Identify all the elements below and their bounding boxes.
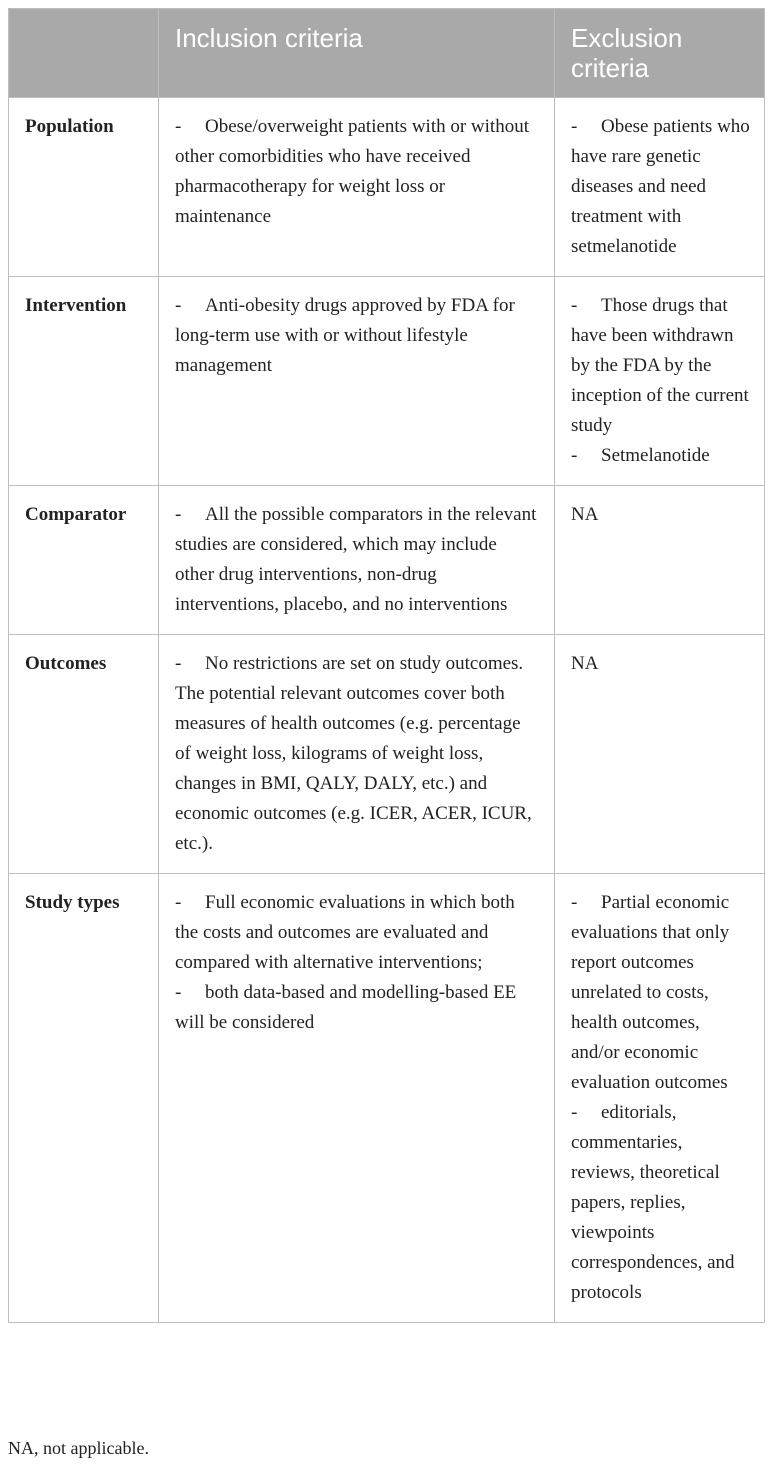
criteria-item	[175, 649, 540, 859]
inclusion-cell	[159, 277, 555, 486]
criteria-item	[175, 888, 540, 978]
criteria-table	[8, 8, 765, 1323]
bullet-dash: -	[571, 116, 578, 137]
criteria-item	[571, 291, 750, 441]
exclusion-cell	[555, 874, 765, 1323]
criteria-item	[175, 978, 540, 1038]
exclusion-cell	[555, 277, 765, 486]
exclusion-cell: NA	[555, 486, 765, 635]
exclusion-cell: NA	[555, 635, 765, 874]
header-empty	[9, 9, 159, 98]
bullet-dash: -	[571, 295, 578, 316]
criteria-text: Setmelanotide	[601, 445, 710, 466]
bullet-dash: -	[175, 982, 182, 1003]
bullet-dash: -	[175, 653, 182, 674]
bullet-dash: -	[175, 504, 182, 525]
criteria-text: Those drugs that have been withdrawn by the FDA by the inception of the current study	[571, 295, 749, 436]
row-label: Study types	[9, 874, 159, 1323]
bullet-dash: -	[571, 892, 578, 913]
criteria-item	[175, 500, 540, 620]
criteria-item	[571, 888, 750, 1098]
criteria-item	[175, 112, 540, 232]
table-row	[9, 635, 765, 874]
table-footnote: NA, not applicable.	[8, 1438, 149, 1458]
row-label: Intervention	[9, 277, 159, 486]
criteria-text: Partial economic evaluations that only report outcomes unrelated to costs, health outcomes, and/or economic evaluation outcomes	[571, 892, 730, 1093]
criteria-text: All the possible comparators in the relevant studies are considered, which may include other drug interventions, non-drug interventions, placebo, and no interventions	[175, 504, 537, 615]
table-row	[9, 486, 765, 635]
table-row	[9, 98, 765, 277]
criteria-text: Obese patients who have rare genetic diseases and need treatment with setmelanotide	[571, 116, 750, 257]
bullet-dash: -	[571, 445, 578, 466]
inclusion-cell	[159, 635, 555, 874]
header-inclusion-criteria: Inclusion criteria	[159, 9, 555, 98]
criteria-text: Obese/overweight patients with or without other comorbidities who have received pharmacotherapy for weight loss or maintenance	[175, 116, 529, 227]
criteria-item	[571, 112, 750, 262]
criteria-text: Anti-obesity drugs approved by FDA for long-term use with or without lifestyle management	[175, 295, 515, 376]
table-row	[9, 874, 765, 1323]
inclusion-cell	[159, 98, 555, 277]
bullet-dash: -	[175, 892, 182, 913]
bullet-dash: -	[571, 1102, 578, 1123]
criteria-table-wrapper	[8, 8, 764, 1323]
row-label: Outcomes	[9, 635, 159, 874]
criteria-item	[571, 441, 750, 471]
row-label: Population	[9, 98, 159, 277]
inclusion-cell	[159, 874, 555, 1323]
criteria-text: Full economic evaluations in which both the costs and outcomes are evaluated and compared with alternative interventions;	[175, 892, 515, 973]
exclusion-cell	[555, 98, 765, 277]
bullet-dash: -	[175, 116, 182, 137]
table-row	[9, 277, 765, 486]
inclusion-cell	[159, 486, 555, 635]
header-exclusion-criteria: Exclusion criteria	[555, 9, 765, 98]
criteria-item	[571, 1098, 750, 1308]
bullet-dash: -	[175, 295, 182, 316]
criteria-text: editorials, commentaries, reviews, theoretical papers, replies, viewpoints correspondences, and protocols	[571, 1102, 735, 1303]
table-header-row	[9, 9, 765, 98]
criteria-text: both data-based and modelling-based EE will be considered	[175, 982, 517, 1033]
row-label: Comparator	[9, 486, 159, 635]
criteria-item	[175, 291, 540, 381]
criteria-text: No restrictions are set on study outcomes. The potential relevant outcomes cover both measures of health outcomes (e.g. percentage of weight loss, kilograms of weight loss, changes in BMI, QALY, DALY, etc.) and economic outcomes (e.g. ICER, ACER, ICUR, etc.).	[175, 653, 532, 854]
